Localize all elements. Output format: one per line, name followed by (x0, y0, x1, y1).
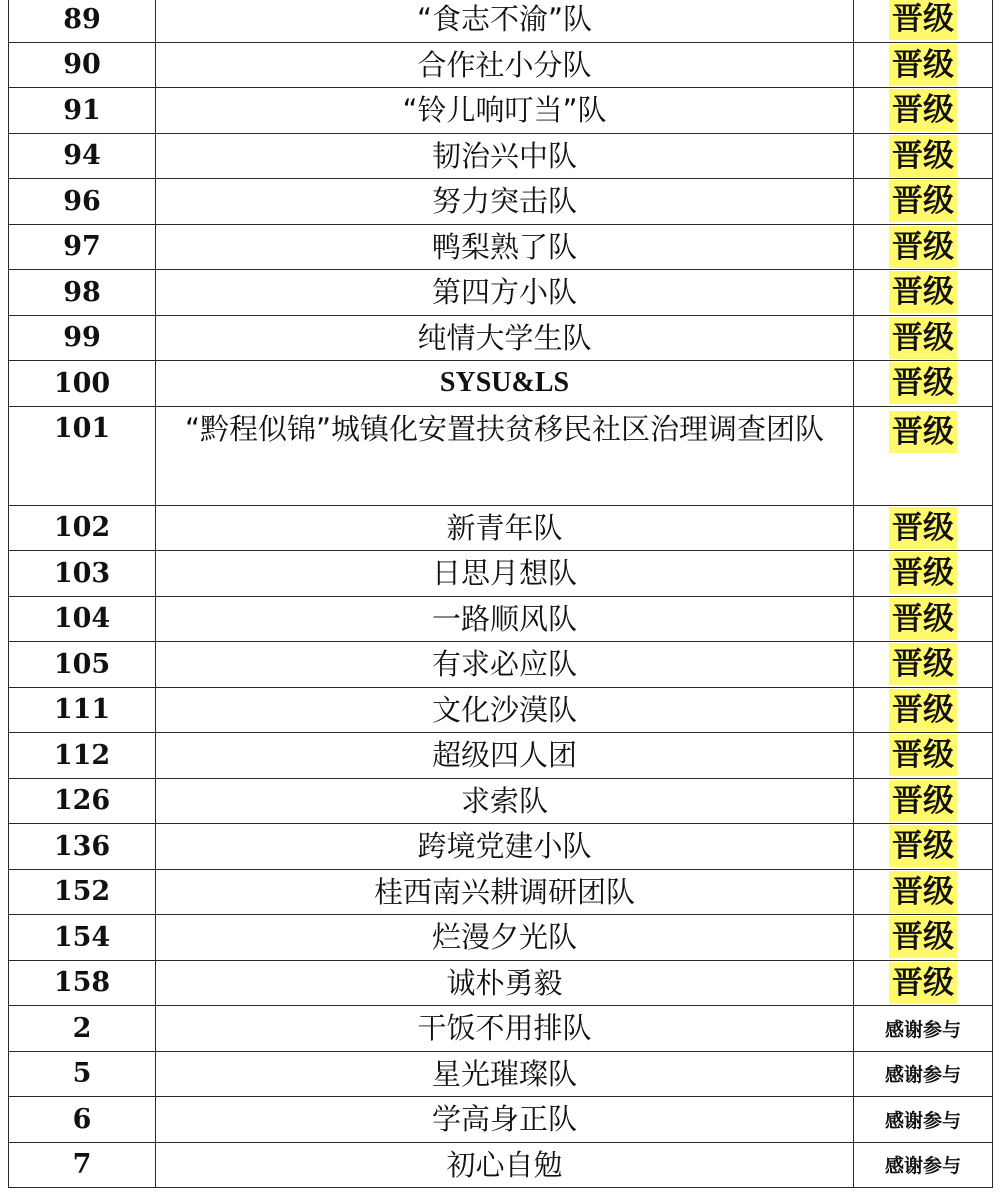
team-name: 干饭不用排队 (156, 1006, 854, 1052)
table-row (9, 687, 993, 733)
table-row (9, 133, 993, 179)
table-row (9, 315, 993, 361)
team-number: 98 (9, 270, 156, 316)
team-number: 126 (9, 778, 156, 824)
team-name: 有求必应队 (156, 642, 854, 688)
result-cell (854, 133, 993, 179)
participation-label: 感谢参与 (884, 1064, 961, 1087)
team-name: 星光璀璨队 (156, 1051, 854, 1097)
table-row (9, 224, 993, 270)
team-name: 学高身正队 (156, 1097, 854, 1143)
result-cell (854, 315, 993, 361)
participation-label: 感谢参与 (884, 1155, 961, 1178)
team-number: 112 (9, 733, 156, 779)
result-cell (854, 361, 993, 407)
team-name: 第四方小队 (156, 270, 854, 316)
advance-badge: 晋级 (889, 734, 957, 776)
team-number: 89 (9, 0, 156, 42)
result-cell (854, 869, 993, 915)
team-name: 努力突击队 (156, 179, 854, 225)
result-cell (854, 505, 993, 551)
result-cell (854, 1051, 993, 1097)
advance-badge: 晋级 (889, 180, 957, 222)
advance-badge: 晋级 (889, 916, 957, 958)
team-number: 97 (9, 224, 156, 270)
team-name: 文化沙漠队 (156, 687, 854, 733)
team-number: 5 (9, 1051, 156, 1097)
result-cell (854, 1142, 993, 1188)
table-row (9, 270, 993, 316)
result-cell (854, 1006, 993, 1052)
team-number: 100 (9, 361, 156, 407)
team-number: 111 (9, 687, 156, 733)
team-name: 跨境党建小队 (156, 824, 854, 870)
result-cell (854, 915, 993, 961)
advance-badge: 晋级 (889, 507, 957, 549)
table-row (9, 406, 993, 505)
advance-badge: 晋级 (889, 0, 957, 40)
table-row (9, 0, 993, 42)
advance-badge: 晋级 (889, 552, 957, 594)
result-cell (854, 179, 993, 225)
team-name: 桂西南兴耕调研团队 (156, 869, 854, 915)
team-name: 超级四人团 (156, 733, 854, 779)
advance-badge: 晋级 (889, 962, 957, 1004)
result-cell (854, 642, 993, 688)
team-name: “食志不渝”队 (156, 0, 854, 42)
team-number: 102 (9, 505, 156, 551)
team-number: 105 (9, 642, 156, 688)
team-number: 90 (9, 42, 156, 88)
team-number: 94 (9, 133, 156, 179)
result-cell (854, 1097, 993, 1143)
result-cell (854, 270, 993, 316)
team-name: 合作社小分队 (156, 42, 854, 88)
team-number: 104 (9, 596, 156, 642)
table-row (9, 179, 993, 225)
results-table (8, 0, 993, 1188)
table-row (9, 915, 993, 961)
advance-badge: 晋级 (889, 780, 957, 822)
table-row (9, 361, 993, 407)
table-row (9, 733, 993, 779)
table-row (9, 960, 993, 1006)
result-cell (854, 687, 993, 733)
table-row (9, 1097, 993, 1143)
result-cell (854, 406, 993, 505)
team-name: 诚朴勇毅 (156, 960, 854, 1006)
table-row (9, 505, 993, 551)
advance-badge: 晋级 (889, 362, 957, 404)
result-cell (854, 0, 993, 42)
result-cell (854, 596, 993, 642)
team-name: 日思月想队 (156, 551, 854, 597)
table-row (9, 551, 993, 597)
advance-badge: 晋级 (889, 89, 957, 131)
result-cell (854, 733, 993, 779)
advance-badge: 晋级 (889, 598, 957, 640)
advance-badge: 晋级 (889, 825, 957, 867)
table-row (9, 1051, 993, 1097)
advance-badge: 晋级 (889, 135, 957, 177)
table-row (9, 88, 993, 134)
participation-label: 感谢参与 (884, 1018, 961, 1041)
result-cell (854, 551, 993, 597)
team-number: 101 (9, 406, 156, 505)
advance-badge: 晋级 (889, 411, 957, 453)
team-name: 一路顺风队 (156, 596, 854, 642)
team-name: SYSU&LS (156, 361, 854, 407)
team-number: 103 (9, 551, 156, 597)
team-number: 136 (9, 824, 156, 870)
result-cell (854, 224, 993, 270)
advance-badge: 晋级 (889, 643, 957, 685)
result-cell (854, 824, 993, 870)
table-row (9, 824, 993, 870)
participation-label: 感谢参与 (884, 1109, 961, 1132)
advance-badge: 晋级 (889, 226, 957, 268)
team-name: 求索队 (156, 778, 854, 824)
table-row (9, 596, 993, 642)
table-row (9, 1006, 993, 1052)
advance-badge: 晋级 (889, 871, 957, 913)
team-number: 154 (9, 915, 156, 961)
team-name: 新青年队 (156, 505, 854, 551)
table-row (9, 642, 993, 688)
table-row (9, 869, 993, 915)
team-name: “黔程似锦”城镇化安置扶贫移民社区治理调查团队 (156, 406, 854, 505)
result-cell (854, 88, 993, 134)
team-number: 6 (9, 1097, 156, 1143)
table-row (9, 1142, 993, 1188)
advance-badge: 晋级 (889, 271, 957, 313)
team-number: 2 (9, 1006, 156, 1052)
team-number: 158 (9, 960, 156, 1006)
team-name: 鸭梨熟了队 (156, 224, 854, 270)
team-number: 152 (9, 869, 156, 915)
team-name: 纯情大学生队 (156, 315, 854, 361)
result-cell (854, 778, 993, 824)
team-number: 96 (9, 179, 156, 225)
advance-badge: 晋级 (889, 44, 957, 86)
result-cell (854, 960, 993, 1006)
team-number: 99 (9, 315, 156, 361)
team-name: 初心自勉 (156, 1142, 854, 1188)
team-name: 烂漫夕光队 (156, 915, 854, 961)
advance-badge: 晋级 (889, 317, 957, 359)
advance-badge: 晋级 (889, 689, 957, 731)
team-name: 韧治兴中队 (156, 133, 854, 179)
table-row (9, 42, 993, 88)
team-number: 7 (9, 1142, 156, 1188)
result-cell (854, 42, 993, 88)
table-row (9, 778, 993, 824)
team-name: “铃儿响叮当”队 (156, 88, 854, 134)
team-number: 91 (9, 88, 156, 134)
